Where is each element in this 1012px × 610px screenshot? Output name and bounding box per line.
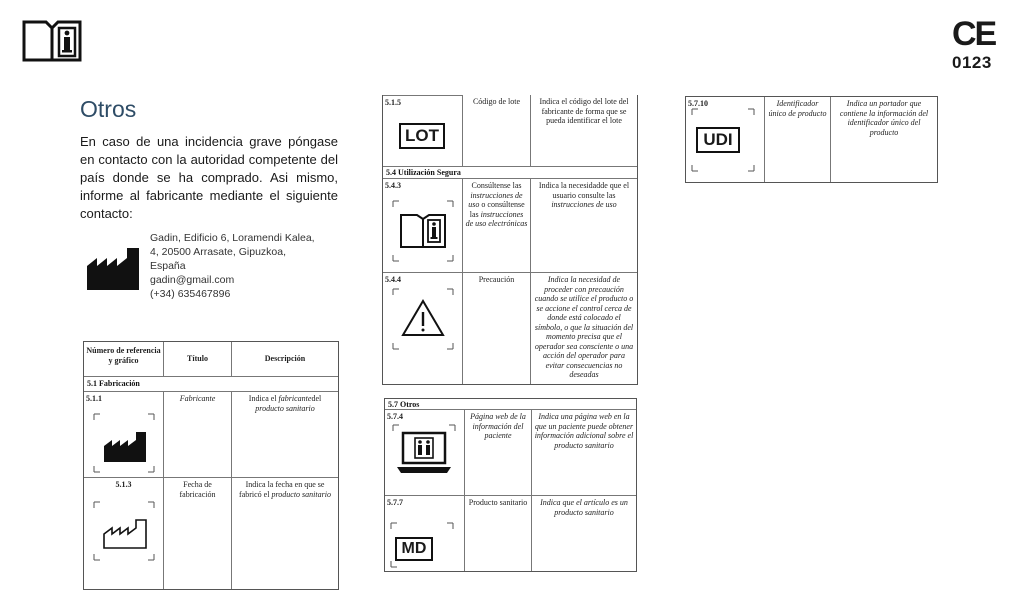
notified-body-number: 0123	[952, 53, 992, 72]
symbols-table-udi	[685, 96, 938, 183]
symbols-table-lote-utilizacion	[382, 95, 638, 385]
desc-543-b: instrucciones de uso	[551, 200, 617, 209]
patient-information-website-icon	[391, 423, 457, 481]
title-543-b: instrucciones de	[470, 190, 523, 200]
section-utilizacion-segura: 5.4 Utilización Segura	[383, 167, 637, 179]
contact-line: Gadin, Edificio 6, Loramendi Kalea,	[150, 232, 315, 244]
desc-511-a: Indica el	[248, 394, 279, 403]
md-symbol-text: MD	[401, 540, 427, 557]
udi-symbol	[696, 127, 740, 153]
contact-phone: (+34) 635467896	[150, 288, 231, 300]
desc-544: Indica la necesidad de proceder con precaución cuando se utilice el producto o se accione el control cerca de donde está colocado el símbolo, o que la situación del momento precisa que el operador sea consciente o una acción del operador para evitar consecuencias no deseadas	[534, 275, 634, 379]
contact-line: 4, 20500 Arrasate, Gipuzkoa,	[150, 246, 287, 258]
medical-device-symbol	[395, 537, 433, 561]
desc-577: Indica que el artículo es un producto sanitario	[540, 498, 628, 517]
header-reference: Número de referencia y gráfico	[84, 342, 164, 377]
header-title: Título	[164, 342, 232, 377]
desc-511-c: del	[311, 394, 322, 403]
lot-symbol-text: LOT	[405, 126, 439, 145]
desc-511	[232, 392, 338, 478]
title-574: Página web de la información del paciente	[465, 410, 532, 496]
desc-511-d: producto sanitario	[255, 403, 315, 413]
contact-address	[150, 231, 315, 301]
desc-515: Indica el código del lote del fabricante de forma que se pueda identificar el lote	[531, 95, 637, 167]
desc-543-a: Indica la necesidadde que el usuario consulte las	[538, 181, 630, 200]
title-543-a: Consúltense las	[471, 181, 522, 190]
title-543-c: uso	[468, 200, 480, 209]
section-otros: 5.7 Otros	[385, 399, 636, 410]
ref-5710-label: 5.7.10	[688, 99, 708, 108]
section-fabricacion: 5.1 Fabricación	[84, 377, 338, 392]
header-description: Descripción	[232, 342, 338, 377]
section-title: Otros	[80, 96, 137, 122]
ref-515-label: 5.1.5	[385, 98, 401, 107]
instructions-for-use-icon	[22, 18, 82, 62]
contact-line: España	[150, 260, 186, 272]
ref-543-label: 5.4.3	[385, 181, 401, 190]
title-543-e: instrucciones de uso electrónicas	[465, 209, 528, 228]
title-544: Precaución	[463, 273, 531, 384]
desc-574: Indica una página web en la que un paciente puede obtener información adicional sobre el producto sanitario	[532, 410, 636, 496]
desc-511-b: fabricante	[278, 394, 312, 403]
desc-5710: Indica un portador que contiene la información del identificador único del producto	[839, 99, 929, 137]
symbols-table-otros	[384, 398, 637, 572]
desc-513	[232, 478, 338, 589]
symbols-table-fabricacion	[83, 341, 339, 590]
manufacturer-icon	[85, 244, 141, 292]
ref-544-label: 5.4.4	[385, 275, 401, 284]
title-577: Producto sanitario	[465, 496, 532, 571]
ref-513-label: 5.1.3	[115, 480, 132, 489]
consult-instructions-icon	[391, 199, 455, 263]
lot-symbol	[399, 123, 445, 149]
title-5710: Identificador único de producto	[765, 97, 831, 182]
caution-icon	[391, 287, 455, 351]
date-of-manufacture-icon	[92, 500, 156, 562]
title-513: Fecha de fabricación	[164, 478, 232, 589]
contact-email: gadin@gmail.com	[150, 274, 235, 286]
udi-symbol-text: UDI	[703, 130, 733, 149]
desc-513-a: Indica la fecha en que se fabricó el	[239, 480, 325, 499]
section-body: En caso de una incidencia grave póngase en contacto con la autoridad competente del país donde se ha comprado. Asi mismo, informe al fabricante mediante el siguiente contacto:	[80, 134, 338, 221]
title-543-d: o consúltense las	[469, 200, 525, 219]
title-511: Fabricante	[164, 392, 232, 478]
manufacturer-symbol-icon	[92, 412, 156, 474]
desc-543	[531, 179, 637, 273]
desc-513-b: producto sanitario	[271, 489, 331, 499]
ref-511-label: 5.1.1	[86, 394, 102, 403]
title-543	[463, 179, 531, 273]
ref-577-label: 5.7.7	[387, 498, 403, 507]
ref-574-label: 5.7.4	[387, 412, 403, 421]
ce-mark: CE	[952, 15, 996, 53]
title-515: Código de lote	[463, 95, 531, 167]
